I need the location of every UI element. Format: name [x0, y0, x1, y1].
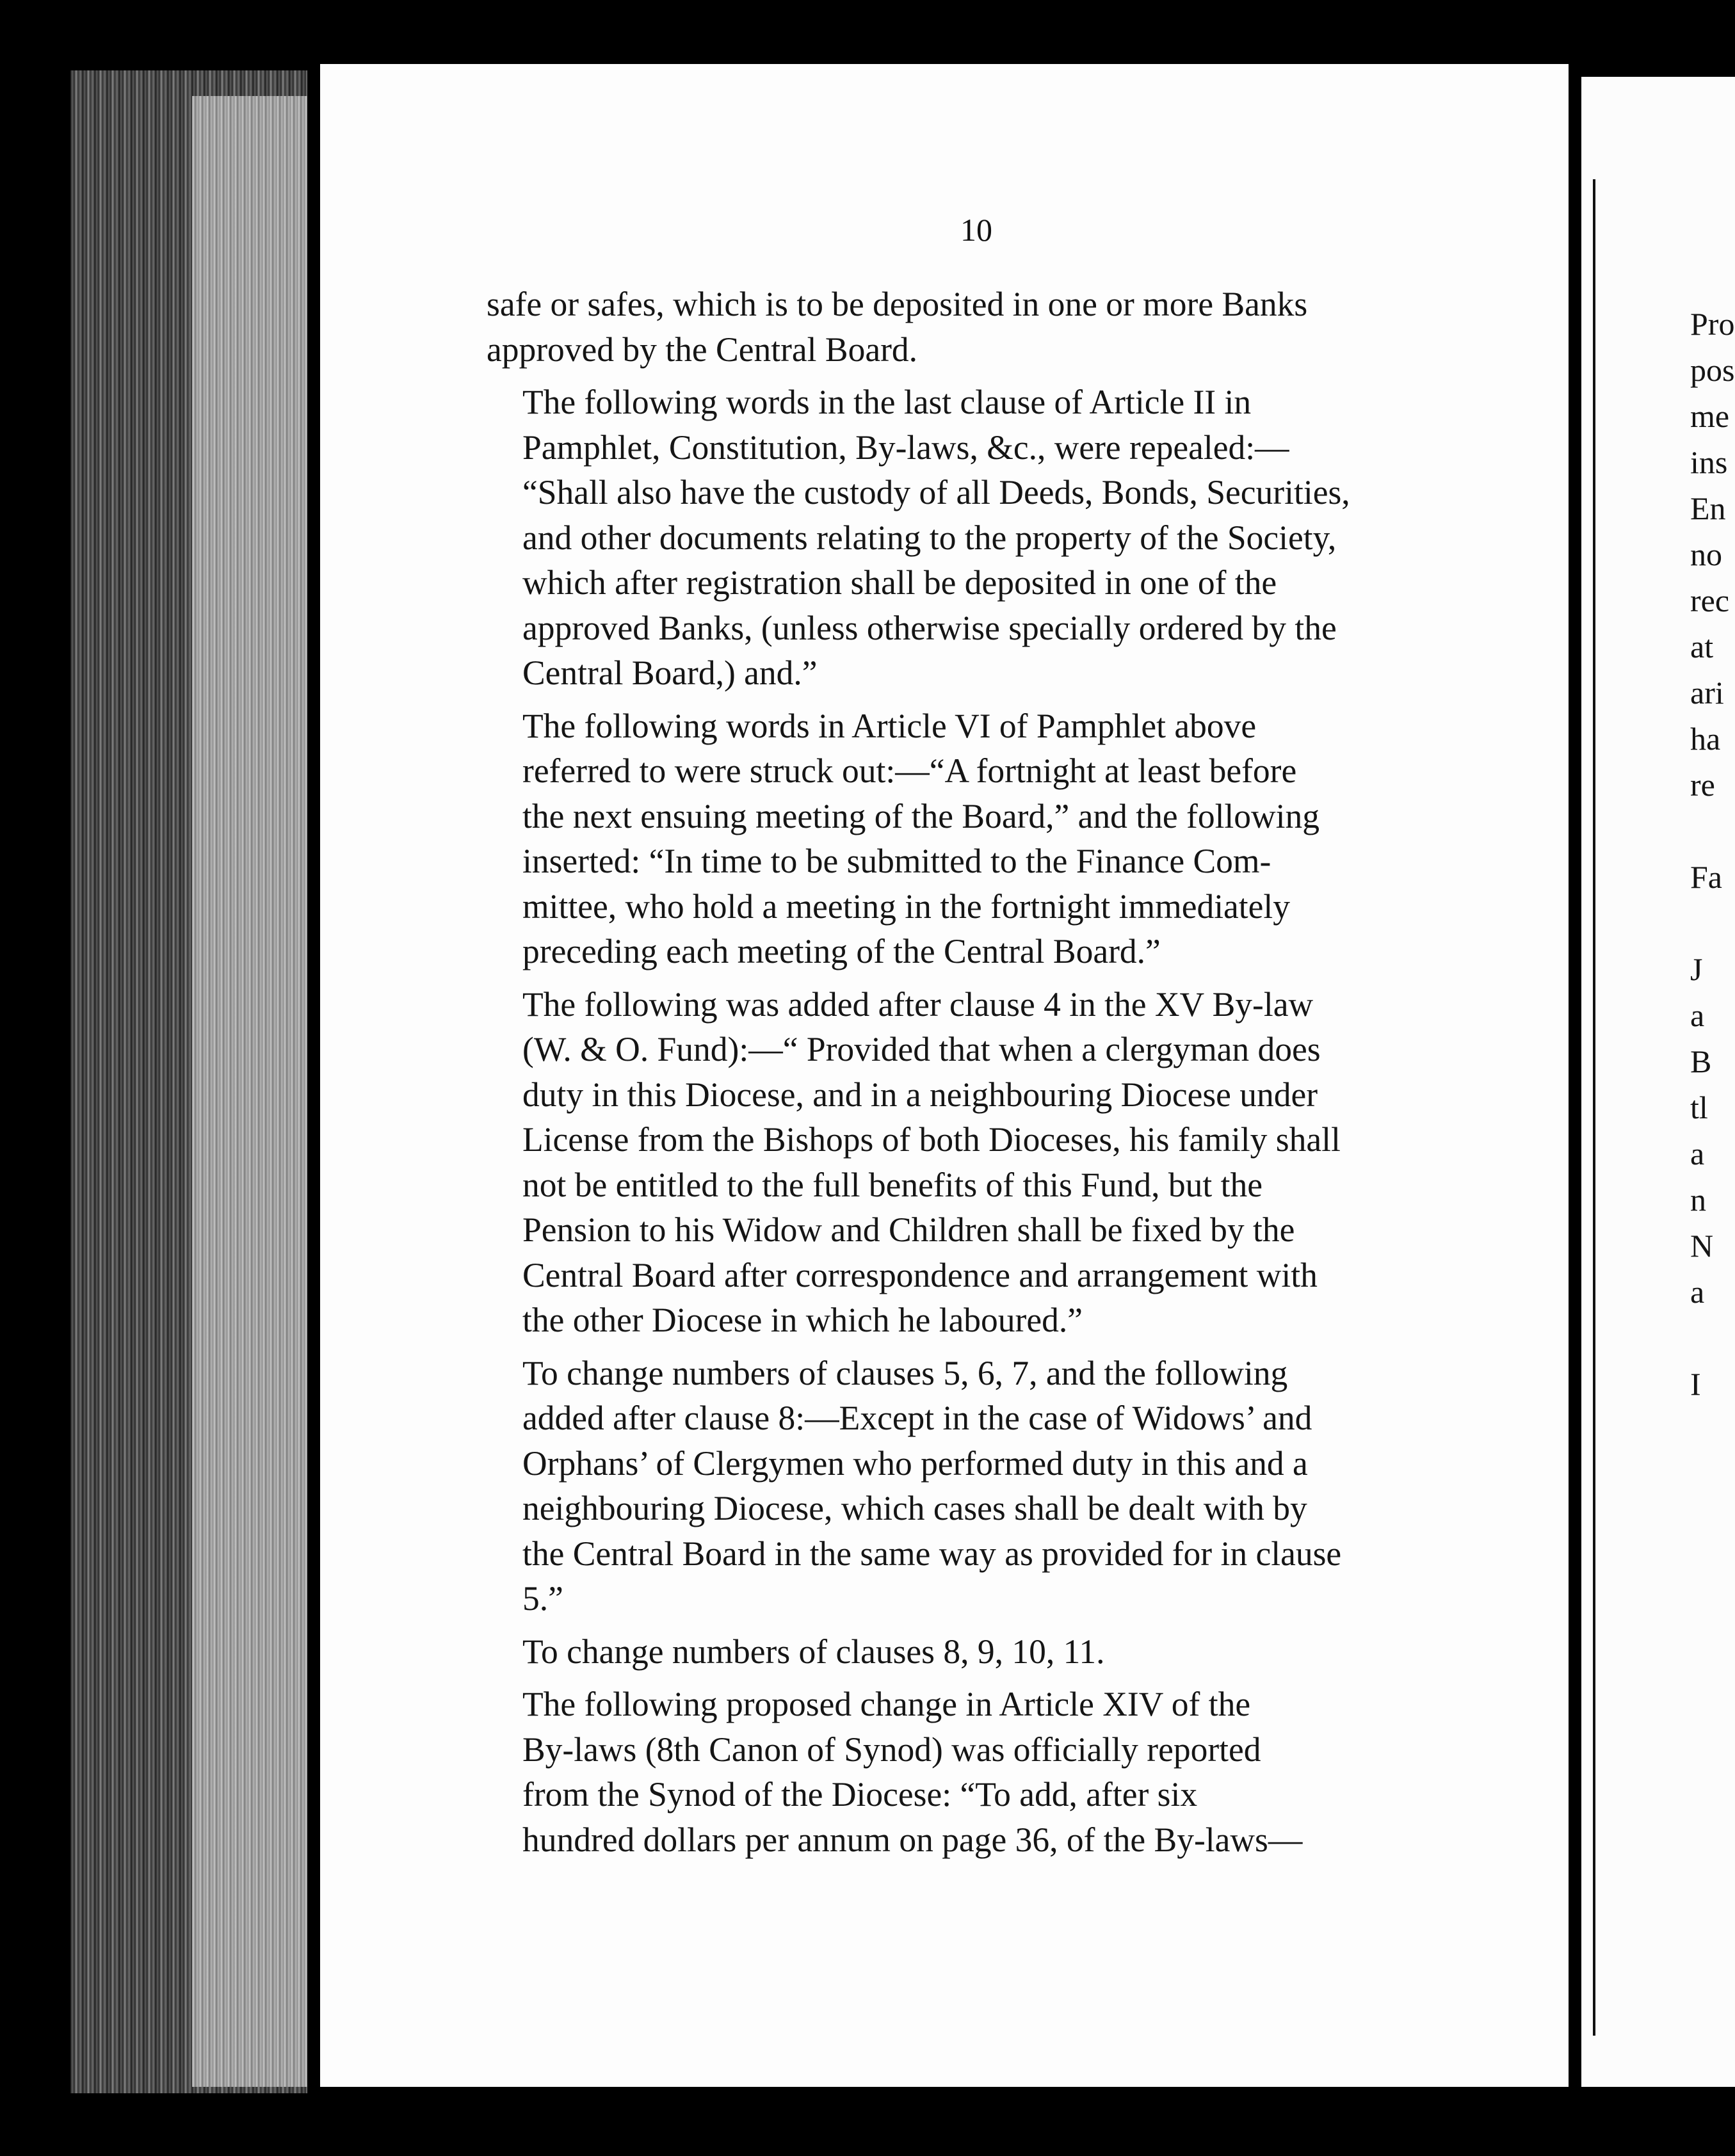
facing-page-fragment: [1690, 808, 1735, 854]
facing-page-fragment: at: [1690, 629, 1714, 664]
facing-page-fragment: ins: [1690, 444, 1728, 480]
text-line: Pamphlet, Constitution, By-laws, &c., were repealed:—: [522, 428, 1289, 467]
paragraph: [487, 282, 1460, 372]
text-line: preceding each meeting of the Central Board.”: [522, 932, 1161, 970]
text-line: duty in this Diocese, and in a neighbouring Diocese under: [522, 1075, 1318, 1114]
text-line: approved by the Central Board.: [487, 330, 918, 369]
text-line: the other Diocese in which he laboured.”: [522, 1301, 1083, 1339]
text-line: and other documents relating to the property of the Society,: [522, 518, 1337, 557]
text-line: the Central Board in the same way as provided for in clause: [522, 1534, 1342, 1573]
text-line: inserted: “In time to be submitted to the Finance Com-: [522, 842, 1271, 880]
facing-page-fragment: n: [1690, 1182, 1706, 1218]
facing-page-fragment: rec: [1690, 583, 1730, 618]
paragraph: [487, 704, 1460, 974]
facing-page-fragment: B: [1690, 1043, 1712, 1079]
page-body-text: [487, 282, 1460, 1870]
facing-page-fragment: pos: [1690, 352, 1735, 388]
facing-page-fragment: Pro: [1690, 306, 1735, 342]
text-line: The following was added after clause 4 in the XV By-law: [522, 985, 1314, 1024]
facing-page-fragment: me: [1690, 398, 1730, 434]
text-line: To change numbers of clauses 8, 9, 10, 11.: [522, 1632, 1105, 1671]
paragraph: [487, 1629, 1460, 1675]
text-line: not be entitled to the full benefits of this Fund, but the: [522, 1165, 1263, 1204]
facing-page-fragment: no: [1690, 536, 1722, 572]
text-line: 5.”: [522, 1579, 563, 1618]
text-line: hundred dollars per annum on page 36, of the By-laws—: [522, 1820, 1303, 1859]
page-number: 10: [960, 212, 992, 248]
facing-page-fragment: J: [1690, 951, 1703, 987]
text-line: Orphans’ of Clergymen who performed duty in this and a: [522, 1444, 1308, 1483]
facing-page-fragment: N: [1690, 1228, 1714, 1264]
text-line: “Shall also have the custody of all Deeds, Bonds, Securities,: [522, 473, 1350, 511]
text-line: safe or safes, which is to be deposited in one or more Banks: [487, 285, 1308, 323]
text-line: from the Synod of the Diocese: “To add, after six: [522, 1775, 1198, 1814]
text-line: referred to were struck out:—“A fortnight at least before: [522, 752, 1297, 790]
text-line: The following proposed change in Article XIV of the: [522, 1685, 1251, 1723]
facing-page-fragment: ari: [1690, 675, 1724, 711]
facing-page-fragment: re: [1690, 767, 1715, 803]
gutter-line: [1593, 179, 1595, 2036]
paragraph: [487, 1351, 1460, 1621]
paragraph: [487, 380, 1460, 696]
facing-page-fragment: tl: [1690, 1090, 1708, 1125]
facing-page-fragment: [1690, 900, 1735, 946]
text-line: (W. & O. Fund):—“ Provided that when a clergyman does: [522, 1030, 1321, 1068]
text-line: added after clause 8:—Except in the case of Widows’ and: [522, 1399, 1312, 1437]
text-line: which after registration shall be deposited in one of the: [522, 563, 1277, 602]
facing-page-fragment: En: [1690, 490, 1726, 526]
facing-page-fragment: a: [1690, 997, 1705, 1033]
text-line: License from the Bishops of both Dioceses, his family shall: [522, 1120, 1341, 1159]
facing-page-fragment: I: [1690, 1366, 1701, 1402]
page-edges: [192, 96, 307, 2087]
text-line: By-laws (8th Canon of Synod) was officially reported: [522, 1730, 1261, 1769]
text-line: the next ensuing meeting of the Board,” and the following: [522, 796, 1320, 835]
text-line: Pension to his Widow and Children shall be fixed by the: [522, 1211, 1295, 1249]
text-line: The following words in the last clause of Article II in: [522, 383, 1252, 421]
facing-page-fragment: Fa: [1690, 859, 1722, 895]
facing-page-fragment: a: [1690, 1274, 1705, 1310]
text-line: mittee, who hold a meeting in the fortnight immediately: [522, 887, 1291, 926]
text-line: To change numbers of clauses 5, 6, 7, and the following: [522, 1353, 1288, 1392]
facing-page-fragment: [1690, 1315, 1735, 1361]
text-line: Central Board,) and.”: [522, 654, 818, 692]
paragraph: [487, 1682, 1460, 1862]
text-line: The following words in Article VI of Pamphlet above: [522, 706, 1257, 745]
text-line: Central Board after correspondence and arrangement with: [522, 1255, 1318, 1294]
paragraph: [487, 982, 1460, 1343]
facing-page-fragment: a: [1690, 1136, 1705, 1171]
facing-page-fragment: ha: [1690, 721, 1721, 757]
text-line: neighbouring Diocese, which cases shall be dealt with by: [522, 1489, 1307, 1527]
text-line: approved Banks, (unless otherwise specially ordered by the: [522, 608, 1337, 647]
facing-page-text-fragments: [1690, 301, 1735, 1407]
